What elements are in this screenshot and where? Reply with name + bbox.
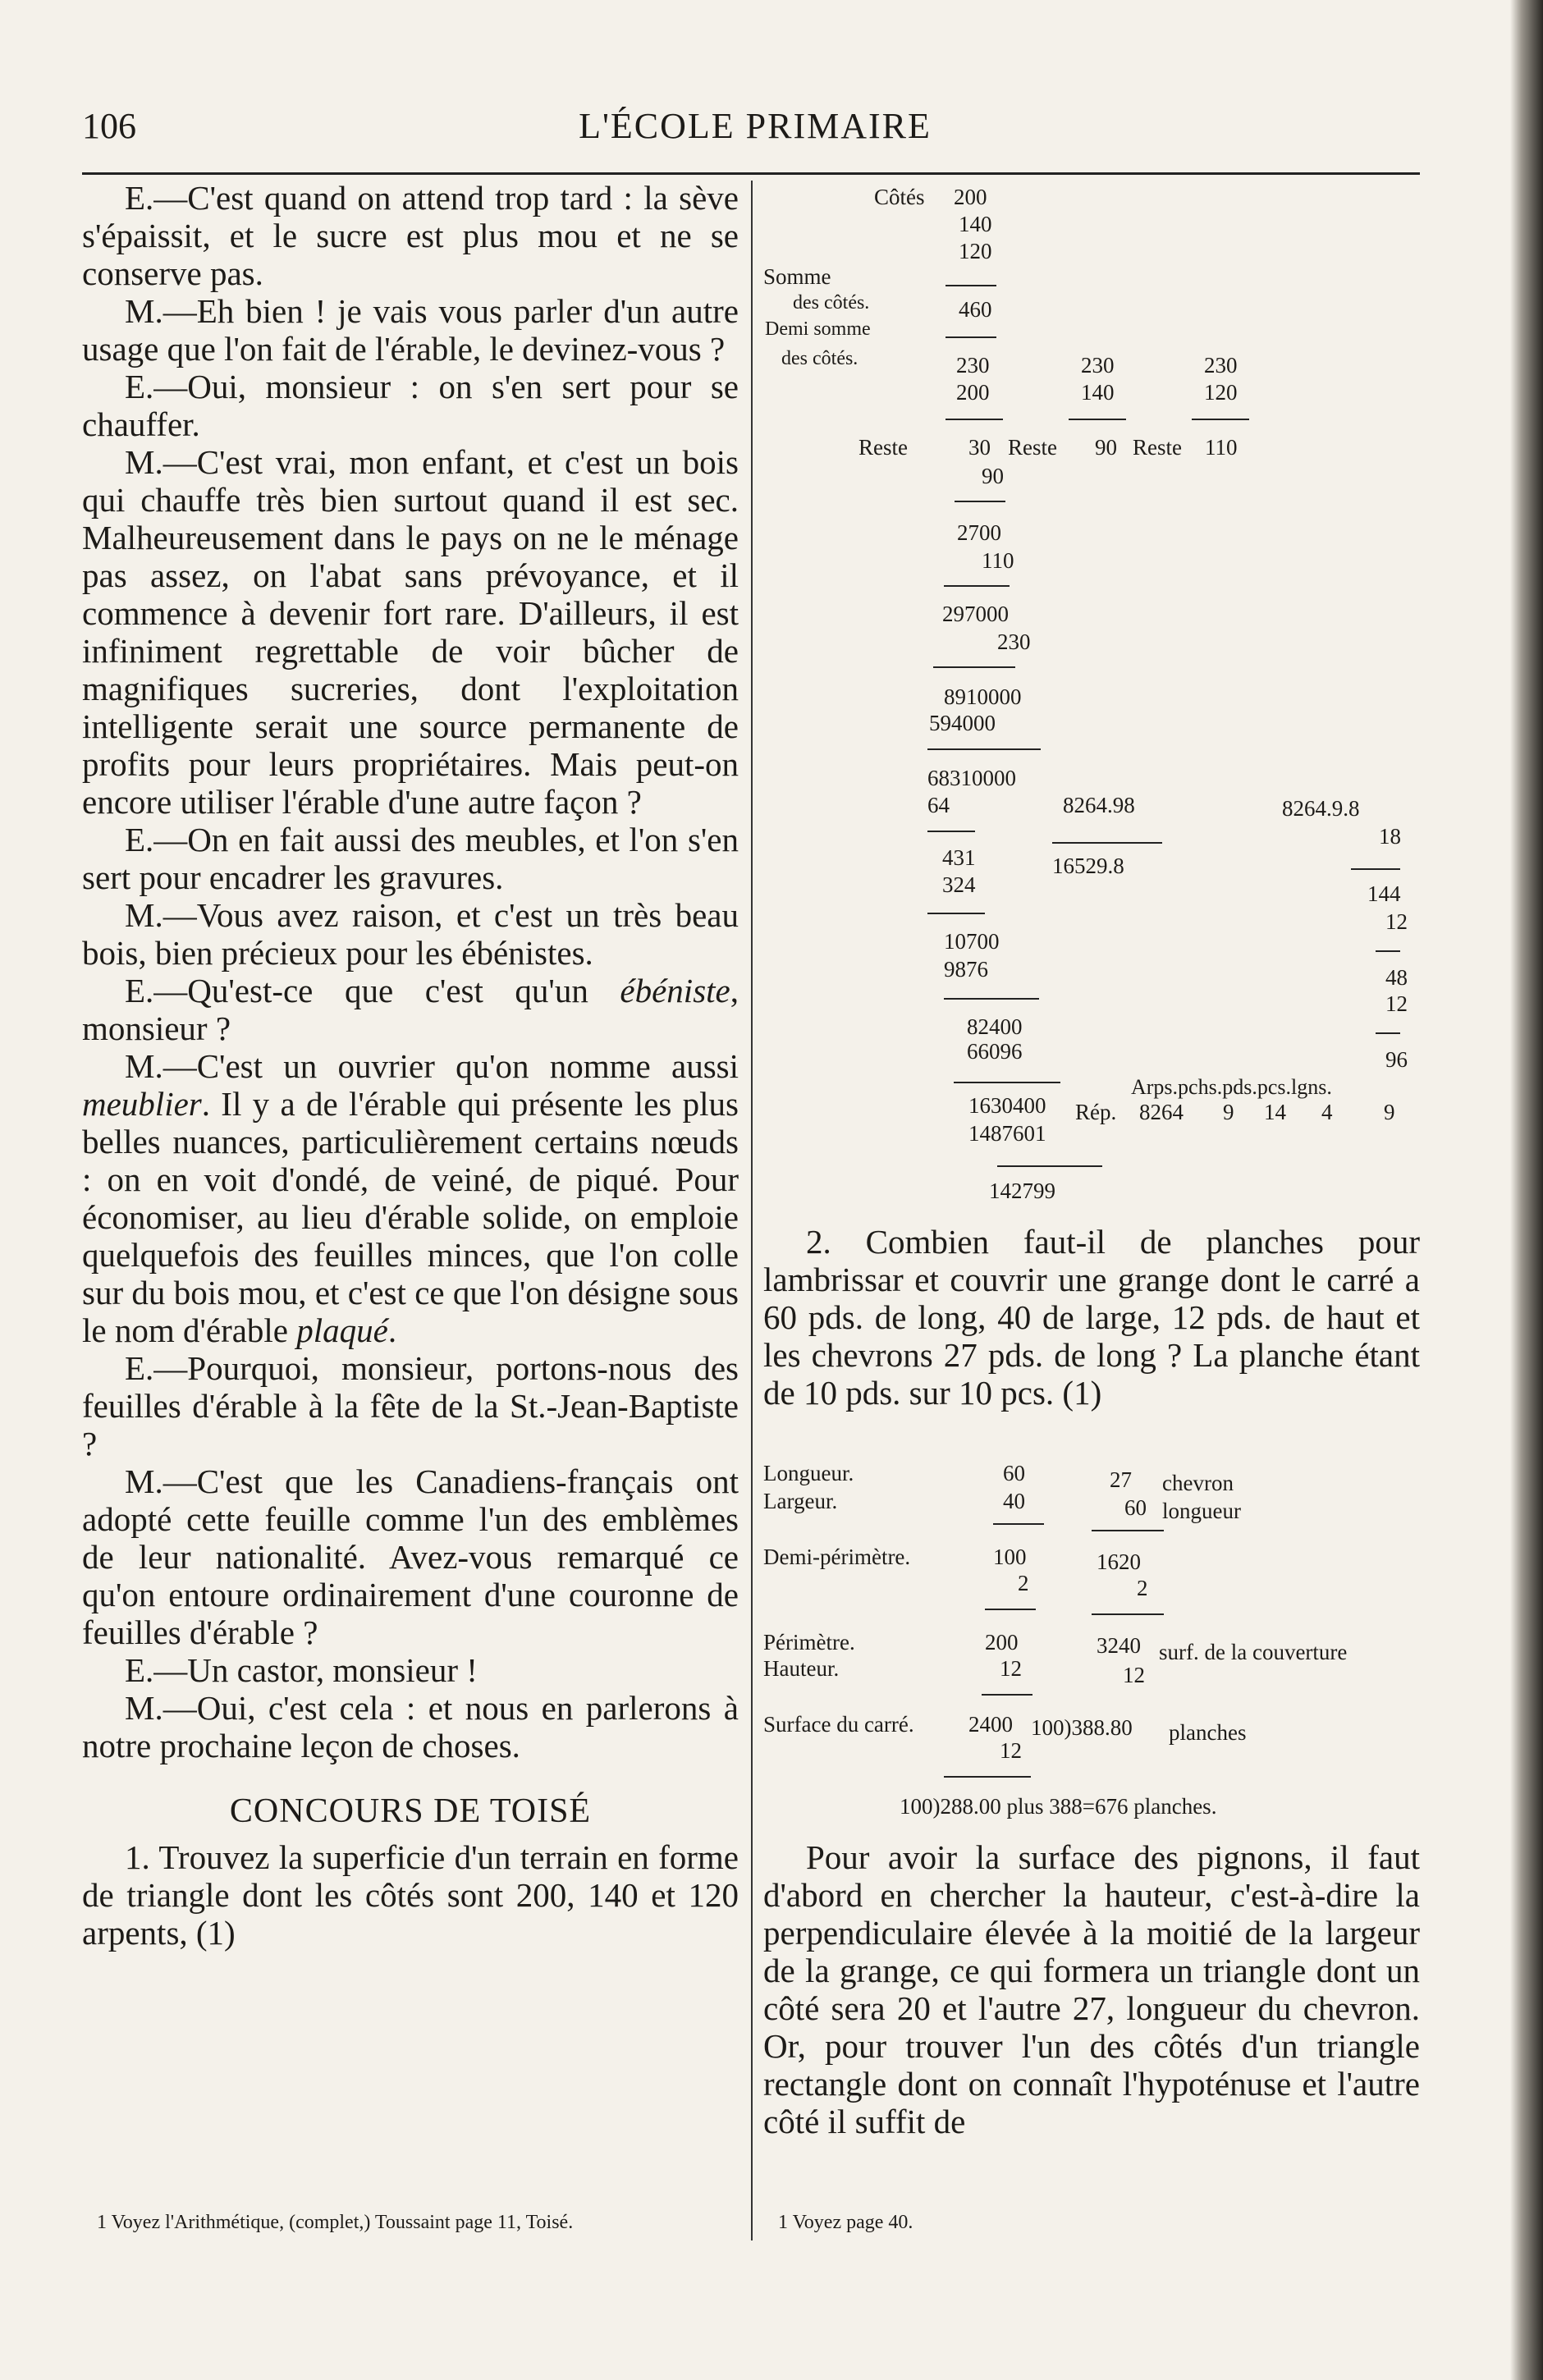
calc-value: 2700 bbox=[957, 520, 1001, 545]
calc-value: 8264.98 bbox=[1063, 793, 1135, 817]
paragraph: M.—Eh bien ! je vais vous parler d'un autre usage que l'on fait de l'érable, le devinez-vous ? bbox=[82, 292, 739, 368]
calc-rule bbox=[993, 1523, 1044, 1525]
calc-value: 14 bbox=[1264, 1100, 1286, 1124]
calc-value: 594000 bbox=[929, 711, 996, 735]
calc-value: 60 bbox=[1003, 1461, 1025, 1485]
paragraph bbox=[82, 972, 739, 1047]
calc-label: Longueur. bbox=[763, 1461, 854, 1485]
paragraph: M.—Oui, c'est cela : et nous en parlerons à notre prochaine leçon de choses. bbox=[82, 1689, 739, 1764]
calc-value: 27 bbox=[1110, 1467, 1132, 1492]
calc-label: Reste bbox=[858, 435, 908, 460]
paragraph: M.—C'est que les Canadiens-français ont adopté cette feuille comme l'un des emblèmes de leur nationalité. Avez-vous remarqué ce qu'on entoure ordinairement d'une couronne de feuilles d'érable ? bbox=[82, 1462, 739, 1651]
calc-value: 230 bbox=[1081, 353, 1115, 378]
calc-value: 120 bbox=[959, 239, 992, 263]
calc-value: 100)388.80 bbox=[1031, 1715, 1133, 1740]
calc-rule bbox=[1092, 1530, 1164, 1531]
calc-rule bbox=[927, 748, 1041, 750]
calc-value: 8264 bbox=[1139, 1100, 1184, 1124]
italic-term: plaqué bbox=[296, 1311, 388, 1349]
calc-value: 1487601 bbox=[968, 1121, 1046, 1146]
calc-value: 12 bbox=[1385, 909, 1408, 934]
calc-value: 30 bbox=[968, 435, 991, 460]
calc-rule bbox=[1351, 868, 1400, 870]
calc-value: 64 bbox=[927, 793, 950, 817]
calc-value: 68310000 bbox=[927, 766, 1016, 790]
calc-label: Reste bbox=[1008, 435, 1057, 460]
text-run: E.—Qu'est-ce que c'est qu'un bbox=[125, 972, 620, 1009]
calc-value: 12 bbox=[1000, 1656, 1022, 1681]
text-run: , monsieur ? bbox=[82, 972, 739, 1047]
text-run: M.—C'est un ouvrier qu'on nomme aussi bbox=[125, 1047, 739, 1085]
calc-value: 90 bbox=[1095, 435, 1117, 460]
calc-value: 324 bbox=[942, 872, 976, 897]
calc-value: 297000 bbox=[942, 602, 1009, 626]
calc-label: Côtés bbox=[874, 185, 925, 209]
problem-2-block bbox=[763, 1223, 1420, 1412]
calc-value: 40 bbox=[1003, 1489, 1025, 1513]
paragraph: E.—Un castor, monsieur ! bbox=[125, 1651, 478, 1689]
calc-value: 140 bbox=[959, 212, 992, 236]
calc-rule bbox=[1376, 950, 1400, 952]
running-head: L'ÉCOLE PRIMAIRE bbox=[579, 106, 932, 146]
footnote-right: 1 Voyez page 40. bbox=[778, 2212, 913, 2233]
text-run: . Il y a de l'érable qui présente les plus belles nuances, particulièrement certains nœuds : on en voit d'ondé, de veiné, de piqué. Pour économiser, au lieu d'érable solide, on emploie quelquefois des feuilles minces, que l'on colle sur du bois mou, et c'est ce que l'on désigne sous le nom d'érable bbox=[82, 1085, 739, 1349]
calc-rule bbox=[1069, 419, 1126, 420]
calc-label: Reste bbox=[1133, 435, 1182, 460]
calc-value: 96 bbox=[1385, 1047, 1408, 1072]
calc-value: 12 bbox=[1123, 1663, 1145, 1687]
calc-label: surf. de la couverture bbox=[1159, 1640, 1348, 1664]
calc-value: 9876 bbox=[944, 957, 988, 982]
calc-value: 82400 bbox=[967, 1014, 1023, 1039]
calc-value: 200 bbox=[985, 1630, 1019, 1655]
calc-rule bbox=[997, 1165, 1102, 1167]
closing-paragraph-block bbox=[763, 1838, 1420, 2140]
calc-rule bbox=[927, 831, 975, 832]
calc-value: 8910000 bbox=[944, 684, 1022, 709]
calc-rule bbox=[1052, 842, 1162, 844]
page-edge-shadow bbox=[1510, 0, 1543, 2380]
paragraph: E.—Pourquoi, monsieur, portons-nous des feuilles d'érable à la fête de la St.-Jean-Baptiste ? bbox=[82, 1349, 739, 1462]
calc-value: 1620 bbox=[1097, 1549, 1141, 1574]
calc-label: Rép. bbox=[1075, 1100, 1117, 1124]
calc-value: 18 bbox=[1379, 824, 1401, 849]
calc-value: 200 bbox=[954, 185, 987, 209]
calc-value: 10700 bbox=[944, 929, 1000, 954]
section-title: CONCOURS DE TOISÉ bbox=[229, 1792, 592, 1830]
paragraph: E.—C'est quand on attend trop tard : la sève s'épaissit, et le sucre est plus mou et ne se conserve pas. bbox=[82, 179, 739, 292]
calc-rule bbox=[985, 1609, 1036, 1610]
calc-value: 1630400 bbox=[968, 1093, 1046, 1118]
calc-value: 110 bbox=[1205, 435, 1238, 460]
calc-label: chevron bbox=[1162, 1471, 1234, 1495]
calc-rule bbox=[945, 419, 1003, 420]
calc-value: 142799 bbox=[989, 1179, 1055, 1203]
paragraph: E.—On en fait aussi des meubles, et l'on s'en sert pour encadrer les gravures. bbox=[82, 821, 739, 896]
calc-value: 144 bbox=[1367, 881, 1401, 906]
calc-rule bbox=[955, 501, 1005, 502]
calc-value: 2 bbox=[1137, 1576, 1148, 1600]
calc-rule bbox=[944, 998, 1039, 1000]
footnote-left: 1 Voyez l'Arithmétique, (complet,) Toussaint page 11, Toisé. bbox=[97, 2212, 574, 2233]
calc-rule bbox=[1192, 419, 1249, 420]
calc-label: planches bbox=[1169, 1720, 1247, 1745]
calc-value: 2 bbox=[1018, 1571, 1029, 1595]
problem-1: 1. Trouvez la superficie d'un terrain en forme de triangle dont les côtés sont 200, 140 et 120 arpents, (1) bbox=[82, 1838, 739, 1952]
page-header bbox=[82, 105, 1428, 162]
calc-label: Surface du carré. bbox=[763, 1712, 914, 1737]
calc-value: 3240 bbox=[1097, 1633, 1141, 1658]
italic-term: meublier bbox=[82, 1085, 202, 1123]
calc-units: Arps.pchs.pds.pcs.lgns. bbox=[1131, 1075, 1332, 1099]
paragraph: M.—C'est vrai, mon enfant, et c'est un bois qui chauffe très bien surtout quand il est sec. Malheureusement dans le pays on ne le ménage pas assez, on l'abat sans prévoyance, et il commence à devenir fort rare. D'ailleurs, il est infiniment regrettable de voir bûcher de magnifiques sucreries, dont l'exploitation intelligente serait une source permanente de profits pour leurs propriétaires. Mais peut-on encore utiliser l'érable d'une autre façon ? bbox=[82, 443, 739, 821]
calc-value: 9 bbox=[1223, 1100, 1234, 1124]
paragraph: Pour avoir la surface des pignons, il faut d'abord en chercher la hauteur, c'est-à-dire la perpendiculaire élevée à la moitié de la largeur de la grange, ce qui formera un triangle dont un côté sera 20 et l'autre 27, longueur du chevron. Or, pour trouver l'un des côtés d'un triangle rectangle dont on connaît l'hypoténuse et l'autre côté il suffit de bbox=[763, 1838, 1420, 2140]
calc-rule bbox=[1376, 1032, 1400, 1034]
calc-value: 9 bbox=[1384, 1100, 1395, 1124]
calc-value: 48 bbox=[1385, 965, 1408, 990]
calc-label: Périmètre. bbox=[763, 1630, 855, 1655]
header-rule bbox=[82, 172, 1420, 175]
paragraph: M.—Vous avez raison, et c'est un très beau bois, bien précieux pour les ébénistes. bbox=[82, 896, 739, 972]
calc-value: 2400 bbox=[968, 1712, 1013, 1737]
calc-value: 110 bbox=[982, 548, 1014, 573]
page-number: 106 bbox=[82, 106, 136, 146]
calc-label: Demi somme bbox=[765, 318, 871, 340]
paragraph: E.—Oui, monsieur : on s'en sert pour se chauffer. bbox=[82, 368, 739, 443]
calc-rule bbox=[944, 585, 1010, 587]
calc-value: 60 bbox=[1124, 1495, 1147, 1520]
calc-value: 90 bbox=[982, 464, 1004, 488]
calc-value: 120 bbox=[1204, 380, 1238, 405]
calc-value: 4 bbox=[1321, 1100, 1333, 1124]
calc-value: 460 bbox=[959, 297, 992, 322]
column-rule bbox=[751, 181, 753, 2240]
calc-rule bbox=[945, 285, 996, 286]
calc-value: 230 bbox=[1204, 353, 1238, 378]
calc-rule bbox=[933, 666, 1015, 668]
text-run: . bbox=[387, 1311, 397, 1349]
calc-rule bbox=[1092, 1613, 1164, 1615]
problem-2: 2. Combien faut-il de planches pour lambrissar et couvrir une grange dont le carré a 60 pds. de long, 40 de large, 12 pds. de haut et les chevrons 27 pds. de long ? La planche étant de 10 pds. sur 10 pcs. (1) bbox=[763, 1223, 1420, 1412]
calc-value: 66096 bbox=[967, 1039, 1023, 1064]
calc-result: 100)288.00 plus 388=676 planches. bbox=[900, 1794, 1217, 1819]
paragraph bbox=[82, 1047, 739, 1349]
calc-label: des côtés. bbox=[781, 348, 858, 369]
calc-value: 431 bbox=[942, 845, 976, 870]
calc-value: 16529.8 bbox=[1052, 854, 1124, 878]
calc-label: Hauteur. bbox=[763, 1656, 840, 1681]
calc-label: longueur bbox=[1162, 1499, 1241, 1523]
calc-rule bbox=[954, 1082, 1060, 1083]
calc-value: 230 bbox=[997, 629, 1031, 654]
calc-value: 8264.9.8 bbox=[1282, 796, 1360, 821]
calc-rule bbox=[927, 913, 985, 914]
calc-value: 140 bbox=[1081, 380, 1115, 405]
calc-value: 12 bbox=[1000, 1738, 1022, 1763]
calc-value: 12 bbox=[1385, 991, 1408, 1016]
calc-rule bbox=[945, 336, 996, 338]
calc-label: Somme bbox=[763, 264, 831, 289]
calc-rule bbox=[982, 1694, 1032, 1696]
calc-label: Demi-périmètre. bbox=[763, 1545, 911, 1569]
calc-rule bbox=[944, 1776, 1031, 1778]
calc-value: 230 bbox=[956, 353, 990, 378]
left-column bbox=[82, 179, 739, 1952]
calc-label: des côtés. bbox=[793, 292, 870, 314]
calc-value: 100 bbox=[993, 1545, 1027, 1569]
calc-label: Largeur. bbox=[763, 1489, 838, 1513]
italic-term: ébéniste bbox=[620, 972, 730, 1009]
calc-value: 200 bbox=[956, 380, 990, 405]
